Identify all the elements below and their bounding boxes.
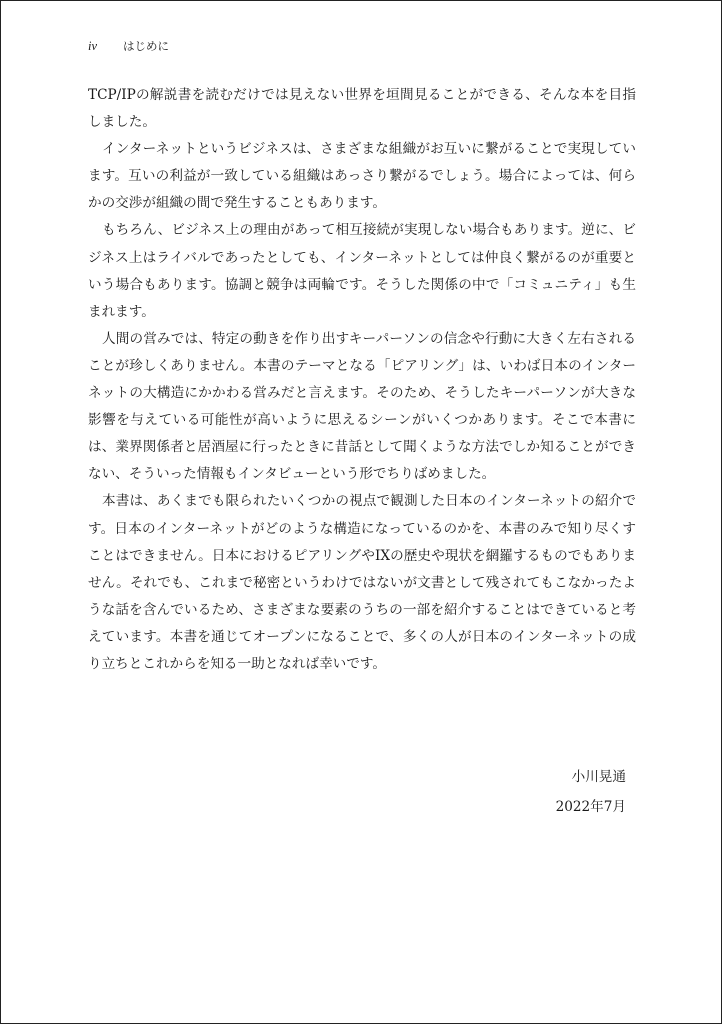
paragraph-5: 本書は、あくまでも限られたいくつかの視点で観測した日本のインターネットの紹介です。日本のインターネットがどのような構造になっているのかを、本書のみで知り尽くすことはできません。日本におけるピアリングやIXの歴史や現状を網羅するものでもありません。それでも、これまで秘密というわけではないが文書として残されてもこなかったような話を含んでいるため、さまざまな要素のうちの一部を紹介することはできていると考えています。本書を通じてオープンになることで、多くの人が日本のインターネットの成り立ちとこれからを知る一助となれば幸いです。: [88, 493, 636, 672]
paragraph-4: 人間の営みでは、特定の動きを作り出すキーパーソンの信念や行動に大きく左右されることが珍しくありません。本書のテーマとなる「ピアリング」は、いわば日本のインターネットの大構造にかかわる営みだと言えます。そのため、そうしたキーパーソンが大きな影響を与えている可能性が高いように思えるシーンがいくつかあります。そこで本書には、業界関係者と居酒屋に行ったときに昔話として聞くような方法でしか知ることができない、そういった情報もインタビューという形でちりばめました。: [88, 330, 636, 483]
paragraph-2: インターネットというビジネスは、さまざまな組織がお互いに繋がることで実現しています。互いの利益が一致している組織はあっさり繋がるでしょう。場合によっては、何らかの交渉が組織の間で発生することもあります。: [88, 141, 636, 212]
author-name: 小川晃通: [571, 769, 626, 785]
page-number: iv: [88, 39, 98, 53]
paragraph-3: もちろん、ビジネス上の理由があって相互接続が実現しない場合もあります。逆に、ビジネス上はライバルであったとしても、インターネットとしては仲良く繋がるのが重要という場合もあります。協調と競争は両輪です。そうした関係の中で「コミュニティ」も生まれます。: [88, 222, 636, 320]
signature-date: 2022年7月: [555, 799, 626, 815]
signature-block: [556, 762, 626, 822]
paragraph-1: TCP/IPの解説書を読むだけでは見えない世界を垣間見ることができる、そんな本を目指しました。: [88, 87, 636, 131]
preface-body: [88, 82, 636, 678]
running-header: [88, 36, 169, 56]
section-title: はじめに: [123, 39, 170, 53]
